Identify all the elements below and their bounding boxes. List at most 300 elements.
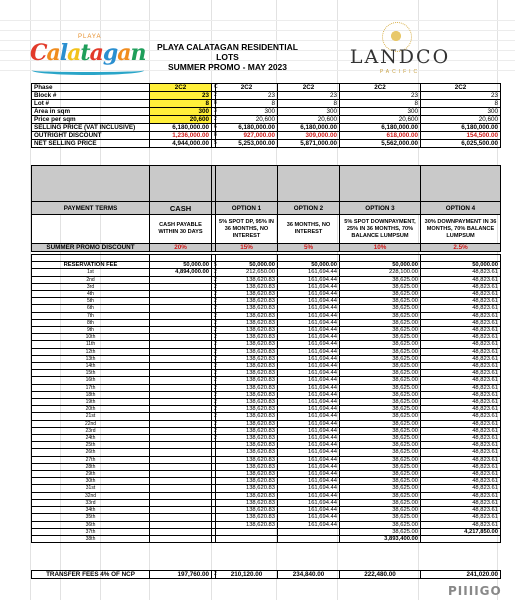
schedule-row: 1st 4,894,000.00 2 212,650.00 161,694.44 228,100.00 48,823.61 [32,269,501,276]
month-label: 14th [32,363,150,370]
schedule-cash [150,492,212,499]
payment-schedule-table [31,254,501,543]
schedule-option4: 48,823.61 [421,420,501,427]
schedule-row: 11th 2 138,620.83 161,694.44 38,625.00 48,823.61 [32,341,501,348]
summary-opt2: 309,000.00 [278,132,340,140]
schedule-option3: 38,625.00 [340,427,421,434]
month-label: 33rd [32,499,150,506]
schedule-option4: 48,823.61 [421,341,501,348]
schedule-option1: 138,620.83 [216,507,278,514]
summary-label: SELLING PRICE (VAT INCLUSIVE) [32,124,150,132]
schedule-option2: 161,694.44 [278,456,340,463]
schedule-option3: 38,625.00 [340,478,421,485]
schedule-option1: 138,620.83 [216,391,278,398]
schedule-option3: 38,625.00 [340,370,421,377]
summary-label: Phase [32,84,150,92]
summary-cash-flag: 2 [212,116,216,124]
schedule-option3: 38,625.00 [340,492,421,499]
month-label: 16th [32,377,150,384]
schedule-option2: 161,694.44 [278,298,340,305]
schedule-cash [150,319,212,326]
schedule-row: 12th 2 138,620.83 161,694.44 38,625.00 48,823.61 [32,348,501,355]
schedule-row [32,442,501,449]
summary-row [32,84,501,92]
schedule-option1: 138,620.83 [216,283,278,290]
schedule-option4: 48,823.61 [421,370,501,377]
schedule-row [32,456,501,463]
schedule-option4: 48,823.61 [421,442,501,449]
schedule-cash [150,355,212,362]
summary-cash: 2C2 [150,84,212,92]
schedule-row [32,521,501,528]
month-label: 37th [32,528,150,535]
schedule-option3: 38,625.00 [340,348,421,355]
summary-opt3: 6,180,000.00 [340,124,421,132]
schedule-row [32,528,501,535]
schedule-option3: 38,625.00 [340,420,421,427]
month-label: 26th [32,449,150,456]
month-label: 22nd [32,420,150,427]
schedule-option2: 161,694.44 [278,312,340,319]
promo-label: SUMMER PROMO DISCOUNT [32,244,150,252]
summary-label: Area in sqm [32,108,150,116]
schedule-option1: 138,620.83 [216,435,278,442]
month-label: 36th [32,521,150,528]
cash-desc: CASH PAYABLE WITHIN 30 DAYS [150,215,212,244]
schedule-cash [150,399,212,406]
month-label: 12th [32,348,150,355]
month-label: 29th [32,471,150,478]
schedule-row [32,478,501,485]
month-label: 30th [32,478,150,485]
schedule-row: 10th 2 138,620.83 161,694.44 38,625.00 48,823.61 [32,334,501,341]
schedule-option3: 38,625.00 [340,327,421,334]
schedule-option4: 48,823.61 [421,514,501,521]
schedule-option2: 161,694.44 [278,420,340,427]
summary-label: Price per sqm [32,116,150,124]
transfer-fee-option4: 241,020.00 [421,571,501,579]
option2-title: OPTION 2 [278,202,340,215]
reservation-cash: 50,000.00 [150,262,212,269]
summary-opt4: 20,600 [421,116,501,124]
schedule-option2: 161,694.44 [278,355,340,362]
schedule-option2: 161,694.44 [278,413,340,420]
schedule-row: 7th 2 138,620.83 161,694.44 38,625.00 48,823.61 [32,312,501,319]
schedule-option4: 48,823.61 [421,456,501,463]
schedule-cash [150,341,212,348]
schedule-option4: 48,823.61 [421,413,501,420]
schedule-option3: 38,625.00 [340,312,421,319]
schedule-option4: 48,823.61 [421,291,501,298]
schedule-row: 9th 2 138,620.83 161,694.44 38,625.00 48,823.61 [32,327,501,334]
month-label: 6th [32,305,150,312]
summary-opt3: 8 [340,100,421,108]
summary-label: Lot # [32,100,150,108]
schedule-option4: 48,823.61 [421,334,501,341]
schedule-option3: 3,893,400.00 [340,535,421,542]
promo-option4: 2.5% [421,244,501,252]
month-label: 1st [32,269,150,276]
reservation-option2: 50,000.00 [278,262,340,269]
summary-opt2: 23 [278,92,340,100]
transfer-fees-table: TRANSFER FEES 4% OF NCP 197,760.00 2 210,120.00 234,840.00 222,480.00 241,020.00 [31,570,501,579]
month-label: 11th [32,341,150,348]
payment-terms-label: PAYMENT TERMS [32,202,150,215]
schedule-option2: 161,694.44 [278,334,340,341]
schedule-row: 14th 2 138,620.83 161,694.44 38,625.00 48,823.61 [32,363,501,370]
summary-cash: 300 [150,108,212,116]
schedule-cash [150,456,212,463]
schedule-option1: 138,620.83 [216,384,278,391]
schedule-option3: 38,625.00 [340,319,421,326]
transfer-fee-option3: 222,480.00 [340,571,421,579]
schedule-row: 21st 2 138,620.83 161,694.44 38,625.00 48,823.61 [32,413,501,420]
schedule-option3: 38,625.00 [340,363,421,370]
schedule-cash [150,427,212,434]
schedule-option3: 38,625.00 [340,399,421,406]
schedule-row: 4th 2 138,620.83 161,694.44 38,625.00 48,823.61 [32,291,501,298]
summary-opt4: 300 [421,108,501,116]
schedule-option4: 48,823.61 [421,355,501,362]
summary-cash-flag: 3 [212,108,216,116]
month-label: 4th [32,291,150,298]
schedule-row: 22nd 2 138,620.83 161,694.44 38,625.00 48,823.61 [32,420,501,427]
month-label: 7th [32,312,150,319]
summary-opt1: 8 [216,100,278,108]
lot-summary-table [31,83,501,148]
schedule-option2: 161,694.44 [278,471,340,478]
schedule-option3: 38,625.00 [340,528,421,535]
promo-option2: 5% [278,244,340,252]
schedule-option3: 38,625.00 [340,413,421,420]
month-label: 35th [32,514,150,521]
schedule-option4: 48,823.61 [421,348,501,355]
summary-row [32,140,501,148]
summary-cash-flag: C [212,84,216,92]
schedule-option2: 161,694.44 [278,384,340,391]
summary-opt1: 23 [216,92,278,100]
schedule-option2: 161,694.44 [278,283,340,290]
reservation-row: RESERVATION FEE 50,000.00 5 50,000.00 50,000.00 50,000.00 50,000.00 [32,262,501,269]
summary-label: Block # [32,92,150,100]
schedule-option1: 138,620.83 [216,456,278,463]
schedule-option3: 228,100.00 [340,269,421,276]
schedule-cash [150,449,212,456]
schedule-option2: 161,694.44 [278,478,340,485]
summary-row [32,132,501,140]
summary-opt3: 300 [340,108,421,116]
summary-row [32,108,501,116]
schedule-option2: 161,694.44 [278,363,340,370]
summary-cash: 1,236,000.00 [150,132,212,140]
schedule-option4: 48,823.61 [421,399,501,406]
schedule-option2: 161,694.44 [278,291,340,298]
schedule-option1: 138,620.83 [216,485,278,492]
schedule-option4: 48,823.61 [421,507,501,514]
schedule-option2: 161,694.44 [278,485,340,492]
summary-opt3: 618,000.00 [340,132,421,140]
schedule-row [32,449,501,456]
schedule-cash [150,276,212,283]
schedule-option2: 161,694.44 [278,348,340,355]
schedule-row: 24th 2 138,620.83 161,694.44 38,625.00 48,823.61 [32,435,501,442]
schedule-option1 [216,535,278,542]
schedule-option3: 38,625.00 [340,485,421,492]
schedule-cash [150,485,212,492]
schedule-option2: 161,694.44 [278,499,340,506]
schedule-cash [150,363,212,370]
schedule-option4: 48,823.61 [421,298,501,305]
schedule-option2: 161,694.44 [278,435,340,442]
summary-cash-flag: 2 [212,92,216,100]
option1-title: OPTION 1 [216,202,278,215]
schedule-cash [150,370,212,377]
reservation-label: RESERVATION FEE [32,262,150,269]
schedule-option3: 38,625.00 [340,291,421,298]
summary-opt3: 23 [340,92,421,100]
schedule-option1: 138,620.83 [216,377,278,384]
summary-opt2: 8 [278,100,340,108]
schedule-cash [150,507,212,514]
month-label: 10th [32,334,150,341]
schedule-option1: 212,650.00 [216,269,278,276]
schedule-option4: 48,823.61 [421,384,501,391]
summary-opt1: 5,253,000.00 [216,140,278,148]
payment-terms-table [31,165,501,252]
schedule-cash [150,348,212,355]
option4-desc: 30% DOWNPAYMENT IN 36 MONTHS, 70% BALANCE LUMPSUM [421,215,501,244]
transfer-fee-option1: 210,120.00 [216,571,278,579]
month-label: 32nd [32,492,150,499]
summary-cash: 4,944,000.00 [150,140,212,148]
month-label: 31st [32,485,150,492]
schedule-option1: 138,620.83 [216,276,278,283]
schedule-option3: 38,625.00 [340,355,421,362]
schedule-option2: 161,694.44 [278,406,340,413]
schedule-option3: 38,625.00 [340,499,421,506]
schedule-option4: 48,823.61 [421,492,501,499]
schedule-option2: 161,694.44 [278,514,340,521]
schedule-cash [150,334,212,341]
schedule-option1: 138,620.83 [216,363,278,370]
schedule-cash [150,305,212,312]
schedule-cash [150,291,212,298]
schedule-row [32,535,501,542]
schedule-option1: 138,620.83 [216,355,278,362]
schedule-option3: 38,625.00 [340,391,421,398]
schedule-cash [150,514,212,521]
schedule-option4: 48,823.61 [421,312,501,319]
schedule-cash [150,478,212,485]
schedule-option1: 138,620.83 [216,463,278,470]
schedule-option2: 161,694.44 [278,327,340,334]
month-label: 27th [32,456,150,463]
schedule-row: 8th 2 138,620.83 161,694.44 38,625.00 48,823.61 [32,319,501,326]
schedule-option2: 161,694.44 [278,463,340,470]
schedule-row: 17th 2 138,620.83 161,694.44 38,625.00 48,823.61 [32,384,501,391]
month-label: 13th [32,355,150,362]
schedule-option4: 48,823.61 [421,305,501,312]
promo-option1: 15% [216,244,278,252]
schedule-option1: 138,620.83 [216,319,278,326]
month-label: 3rd [32,283,150,290]
schedule-option3: 38,625.00 [340,406,421,413]
month-label: 17th [32,384,150,391]
month-label: 8th [32,319,150,326]
summary-label: OUTRIGHT DISCOUNT [32,132,150,140]
schedule-option1: 138,620.83 [216,334,278,341]
reservation-option3: 50,000.00 [340,262,421,269]
schedule-row: 6th 2 138,620.83 161,694.44 38,625.00 48,823.61 [32,305,501,312]
schedule-option1: 138,620.83 [216,341,278,348]
schedule-option2: 161,694.44 [278,399,340,406]
schedule-cash [150,471,212,478]
summary-cash-flag: 8 [212,100,216,108]
schedule-option3: 38,625.00 [340,341,421,348]
option3-desc: 5% SPOT DOWNPAYMENT, 25% IN 36 MONTHS, 70% BALANCE LUMPSUM [340,215,421,244]
summary-opt2: 6,180,000.00 [278,124,340,132]
schedule-option4: 48,823.61 [421,406,501,413]
schedule-row [32,492,501,499]
schedule-row: 2nd 2 138,620.83 161,694.44 38,625.00 48,823.61 [32,276,501,283]
schedule-cash [150,283,212,290]
schedule-option1: 138,620.83 [216,298,278,305]
schedule-option1: 138,620.83 [216,478,278,485]
promo-option3: 10% [340,244,421,252]
schedule-cash [150,406,212,413]
schedule-cash [150,420,212,427]
schedule-row: 3rd 2 138,620.83 161,694.44 38,625.00 48,823.61 [32,283,501,290]
schedule-option2: 161,694.44 [278,492,340,499]
summary-opt4: 23 [421,92,501,100]
summary-opt4: 2C2 [421,84,501,92]
schedule-option1: 138,620.83 [216,399,278,406]
summary-opt2: 5,871,000.00 [278,140,340,148]
month-label: 15th [32,370,150,377]
schedule-row [32,499,501,506]
schedule-cash [150,463,212,470]
summary-label: NET SELLING PRICE [32,140,150,148]
schedule-option1: 138,620.83 [216,406,278,413]
schedule-row [32,471,501,478]
summary-row [32,124,501,132]
schedule-cash [150,535,212,542]
schedule-option4: 48,823.61 [421,449,501,456]
schedule-option2: 161,694.44 [278,377,340,384]
schedule-option1: 138,620.83 [216,348,278,355]
schedule-option2: 161,694.44 [278,341,340,348]
schedule-option4: 48,823.61 [421,435,501,442]
schedule-row [32,485,501,492]
month-label: 9th [32,327,150,334]
month-label: 34th [32,507,150,514]
schedule-option1: 138,620.83 [216,420,278,427]
schedule-option1: 138,620.83 [216,471,278,478]
schedule-cash [150,384,212,391]
schedule-option3: 38,625.00 [340,471,421,478]
schedule-option2: 161,694.44 [278,391,340,398]
schedule-cash [150,312,212,319]
transfer-fee-cash: 197,760.00 [150,571,212,579]
month-label: 18th [32,391,150,398]
summary-opt1: 2C2 [216,84,278,92]
schedule-option3: 38,625.00 [340,276,421,283]
summary-cash: 8 [150,100,212,108]
schedule-option1: 138,620.83 [216,305,278,312]
schedule-option2: 161,694.44 [278,427,340,434]
summary-opt3: 5,562,000.00 [340,140,421,148]
schedule-option4: 48,823.61 [421,499,501,506]
summary-opt3: 2C2 [340,84,421,92]
transfer-fees-label: TRANSFER FEES 4% OF NCP [32,571,150,579]
schedule-cash: 4,894,000.00 [150,269,212,276]
schedule-cash [150,499,212,506]
document-title: PLAYA CALATAGAN RESIDENTIAL LOTS SUMMER PROMO - MAY 2023 [157,42,298,72]
schedule-option2: 161,694.44 [278,319,340,326]
schedule-cash [150,391,212,398]
transfer-fee-option2: 234,840.00 [278,571,340,579]
schedule-option4: 48,823.61 [421,283,501,290]
schedule-cash [150,528,212,535]
option3-title: OPTION 3 [340,202,421,215]
schedule-row: 23rd 2 138,620.83 161,694.44 38,625.00 48,823.61 [32,427,501,434]
schedule-option4: 48,823.61 [421,391,501,398]
schedule-option4: 4,217,850.00 [421,528,501,535]
month-label: 24th [32,435,150,442]
summary-opt4: 8 [421,100,501,108]
document-header [0,20,515,78]
schedule-row: 20th 2 138,620.83 161,694.44 38,625.00 48,823.61 [32,406,501,413]
schedule-row [32,463,501,470]
schedule-option3: 38,625.00 [340,384,421,391]
schedule-option1: 138,620.83 [216,442,278,449]
schedule-option4: 48,823.61 [421,377,501,384]
schedule-option2: 161,694.44 [278,442,340,449]
schedule-cash [150,521,212,528]
schedule-option4: 48,823.61 [421,427,501,434]
schedule-option2 [278,528,340,535]
schedule-option3: 38,625.00 [340,456,421,463]
schedule-option3: 38,625.00 [340,377,421,384]
schedule-option1: 138,620.83 [216,291,278,298]
logo-text: Calatagan [30,40,146,66]
summary-cash: 6,180,000.00 [150,124,212,132]
schedule-option3: 38,625.00 [340,435,421,442]
schedule-row [32,514,501,521]
schedule-option1: 138,620.83 [216,312,278,319]
schedule-option3: 38,625.00 [340,283,421,290]
summary-opt2: 2C2 [278,84,340,92]
month-label: 23rd [32,427,150,434]
schedule-option1: 138,620.83 [216,514,278,521]
schedule-cash [150,435,212,442]
wave-decoration [32,66,144,75]
schedule-cash [150,413,212,420]
summary-row [32,116,501,124]
schedule-option2: 161,694.44 [278,269,340,276]
month-label: 28th [32,463,150,470]
schedule-row: 15th 2 138,620.83 161,694.44 38,625.00 48,823.61 [32,370,501,377]
month-label: 21st [32,413,150,420]
summary-cash-flag: 5 [212,140,216,148]
schedule-option2: 161,694.44 [278,507,340,514]
schedule-row: 18th 2 138,620.83 161,694.44 38,625.00 48,823.61 [32,391,501,398]
summary-opt1: 300 [216,108,278,116]
schedule-row [32,507,501,514]
schedule-row: 13th 2 138,620.83 161,694.44 38,625.00 48,823.61 [32,355,501,362]
playa-calatagan-logo: PLAYA Calatagan [30,34,150,74]
schedule-option2 [278,535,340,542]
